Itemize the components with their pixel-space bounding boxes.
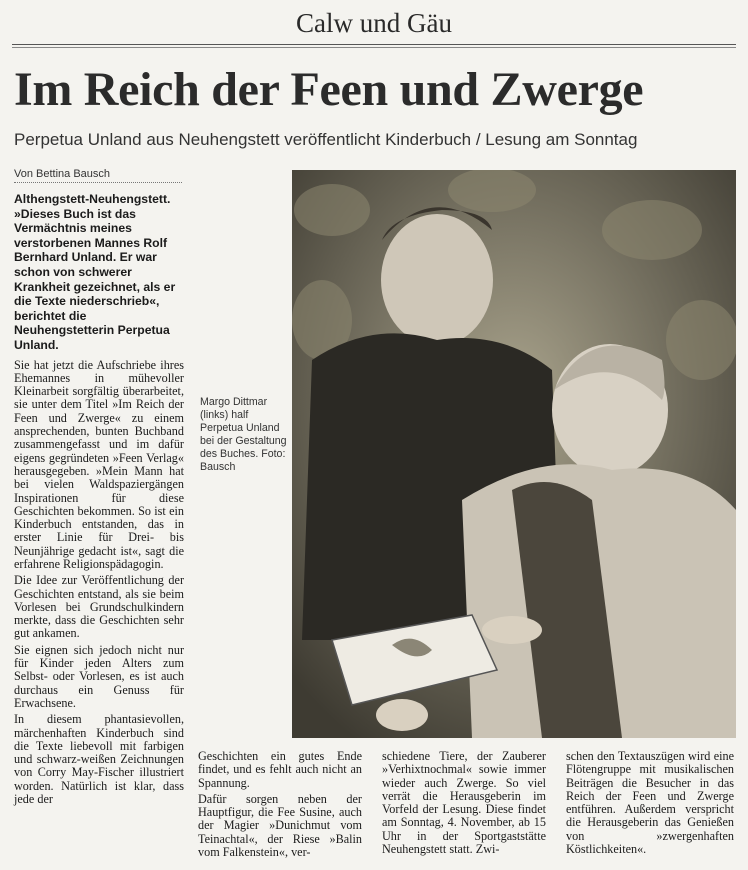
article-column-4	[566, 750, 734, 859]
section-title: Calw und Gäu	[296, 8, 452, 38]
article-column-3	[382, 750, 546, 859]
article-photo	[292, 170, 736, 738]
headline: Im Reich der Feen und Zwerge	[14, 63, 644, 116]
photo-illustration	[292, 170, 736, 738]
paragraph: schen den Textauszügen wird eine Flötengruppe mit musikalischen Beiträgen die Besucher in das Reich der Feen und Zwerge entführen. Außerdem verspricht die Herausgeberin das Genießen von »zwergenhaften Köstlichkeiten«.	[566, 749, 734, 857]
paragraph: Geschichten ein gutes Ende findet, und es fehlt auch nicht an Spannung.	[198, 749, 362, 790]
section-rule	[12, 44, 736, 48]
byline: Von Bettina Bausch	[14, 168, 182, 183]
article-column-2	[198, 750, 362, 862]
paragraph: In diesem phantasievollen, märchenhaften Kinderbuch sind die Texte liebevoll mit farbigen und schwarz-weißen Zeichnungen von Corry May-Fischer illustriert worden. Natürlich ist klar, dass jede der	[14, 712, 184, 807]
paragraph: Sie eignen sich jedoch nicht nur für Kinder jeden Alters zum Selbst- oder Vorlesen, es ist auch durchaus ein Genuss für Erwachsene.	[14, 642, 184, 710]
article-column-1	[14, 192, 184, 809]
paragraph: Dafür sorgen neben der Hauptfigur, die Fee Susine, auch der Magier »Dunichmut vom Teinachtal«, der Riese »Balin vom Falkenstein«, ver-	[198, 791, 362, 860]
subheadline: Perpetua Unland aus Neuhengstett veröffentlicht Kinderbuch / Lesung am Sonntag	[14, 130, 638, 149]
paragraph: Sie hat jetzt die Aufschriebe ihres Ehemannes in mühevoller Kleinarbeit sorgfältig überarbeitet, sie unter dem Titel »Im Reich der Feen und Zwerge« zu einem ansprechenden, bunten Buchband zusammengefasst und im dafür eigens gegründeten »Feen Verlag« herausgegeben. »Mein Mann hat bei vielen Waldspaziergängen Inspirationen für diese Geschichten bekommen. So ist ein Kinderbuch entstanden, das in erster Linie für Drei- bis Neunjährige gedacht ist«, sagt die erfahrene Religionspädagogin.	[14, 357, 184, 571]
paragraph: Die Idee zur Veröffentlichung der Geschichten entstand, als sie beim Vorlesen bei Grundschulkindern merkte, dass die Geschichten sehr gut ankamen.	[14, 573, 184, 641]
lead-paragraph: Althengstett-Neuhengstett. »Dieses Buch ist das Vermächtnis meines verstorbenen Mannes Rolf Bernhard Unland. Er war schon von schwerer Krankheit gezeichnet, als er die Texte niederschrieb«, berichtet die Neuhengstetterin Perpetua Unland.	[14, 192, 176, 352]
paragraph: schiedene Tiere, der Zauberer »Verhixtnochmal« sowie immer wieder auch Zwerge. So viel verrät die Herausgeberin im Vorfeld der Lesung. Diese findet am Sonntag, 4. November, ab 15 Uhr in der Sportgaststätte Neuhengstett statt. Zwi-	[382, 749, 546, 857]
photo-caption: Margo Dittmar (links) half Perpetua Unland bei der Gestaltung des Buches. Foto: Bausch	[200, 396, 287, 473]
